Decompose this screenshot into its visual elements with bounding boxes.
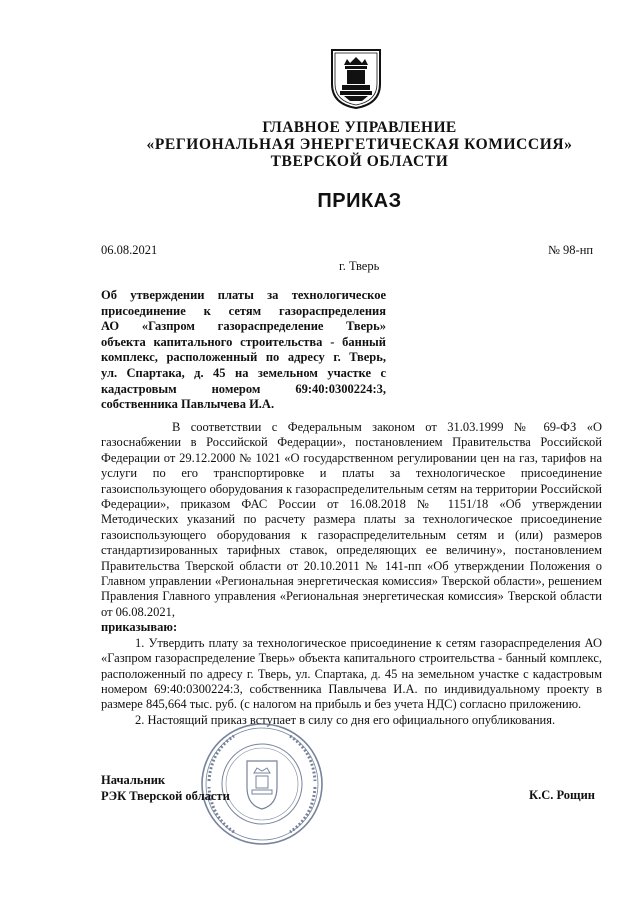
document-date: 06.08.2021 bbox=[101, 243, 158, 257]
subject-line: ул. Спартака, д. 45 на земельном участке с bbox=[101, 365, 386, 380]
document-city: г. Тверь bbox=[339, 259, 380, 273]
subject-line: кадастровым номером 69:40:0300224:3, bbox=[101, 381, 386, 396]
subject-line: собственника Павлычева И.А. bbox=[101, 397, 275, 412]
order-word: приказываю: bbox=[101, 620, 178, 635]
order-item-1: 1. Утвердить плату за технологическое присоединение к сетям газораспределения АО «Газпром газораспределение Тверь» объекта капитального строительства - банный комплекс, расположенный по адресу г. Тверь, ул. Спартака, д. 45 на земельном участке с кадастровым номером 69:40:0300224:3, собственника Павлычева И.А. по индивидуальному проекту в размере 845,664 тыс. руб. (с налогом на прибыль и без учета НДС) согласно приложению. bbox=[101, 635, 602, 712]
document-body bbox=[101, 420, 602, 728]
signatory-role-line-2: РЭК Тверской области bbox=[101, 789, 230, 803]
signatory-role bbox=[101, 772, 230, 804]
tver-coat-of-arms-icon bbox=[330, 48, 382, 110]
header-line-2: «РЕГИОНАЛЬНАЯ ЭНЕРГЕТИЧЕСКАЯ КОМИССИЯ» bbox=[146, 136, 573, 153]
header-line-1: ГЛАВНОЕ УПРАВЛЕНИЕ bbox=[262, 119, 457, 136]
subject-line: Об утверждении платы за технологическое bbox=[101, 288, 386, 302]
subject-line: комплекс, расположенный по адресу г. Тверь, bbox=[101, 350, 386, 365]
document-subject bbox=[101, 288, 386, 413]
subject-line: АО «Газпром газораспределение Тверь» bbox=[101, 319, 386, 334]
preamble-paragraph: В соответствии с Федеральным законом от 31.03.1999 № 69-ФЗ «О газоснабжении в Российской Федерации», постановлением Правительства Российской Федерации от 29.12.2000 № 1021 «О государственном регулировании цен на газ, тарифов на услуги по его транспортировке и платы за технологическое присоединение газоиспользующего оборудования к газораспределительным сетям на территории Российской Федерации», приказом ФАС России от 16.08.2018 № 1151/18 «Об утверждении Методических указаний по расчету размера платы за технологическое присоединение газоиспользующего оборудования к газораспределительным сетям и (или) размеров стандартизированных тарифных ставок, определяющих ее величину», постановлением Правительства Тверской области от 20.10.2011 № 141-пп «Об утверждении Положения о Главном управлении «Региональная энергетическая комиссия» Тверской области», решением Правления Главного управления «Региональная энергетическая комиссия» Тверской области от 06.08.2021, bbox=[101, 420, 602, 619]
document-title: ПРИКАЗ bbox=[317, 190, 402, 212]
subject-line: присоединение к сетям газораспределения bbox=[101, 303, 386, 318]
order-item-2: 2. Настоящий приказ вступает в силу со дня его официального опубликования. bbox=[135, 712, 556, 727]
subject-line: объекта капитального строительства - банный bbox=[101, 334, 386, 349]
signatory-role-line-1: Начальник bbox=[101, 773, 166, 787]
signatory-name: К.С. Рощин bbox=[529, 788, 595, 802]
document-number: № 98-нп bbox=[548, 243, 594, 257]
header-line-3: ТВЕРСКОЙ ОБЛАСТИ bbox=[270, 153, 449, 170]
